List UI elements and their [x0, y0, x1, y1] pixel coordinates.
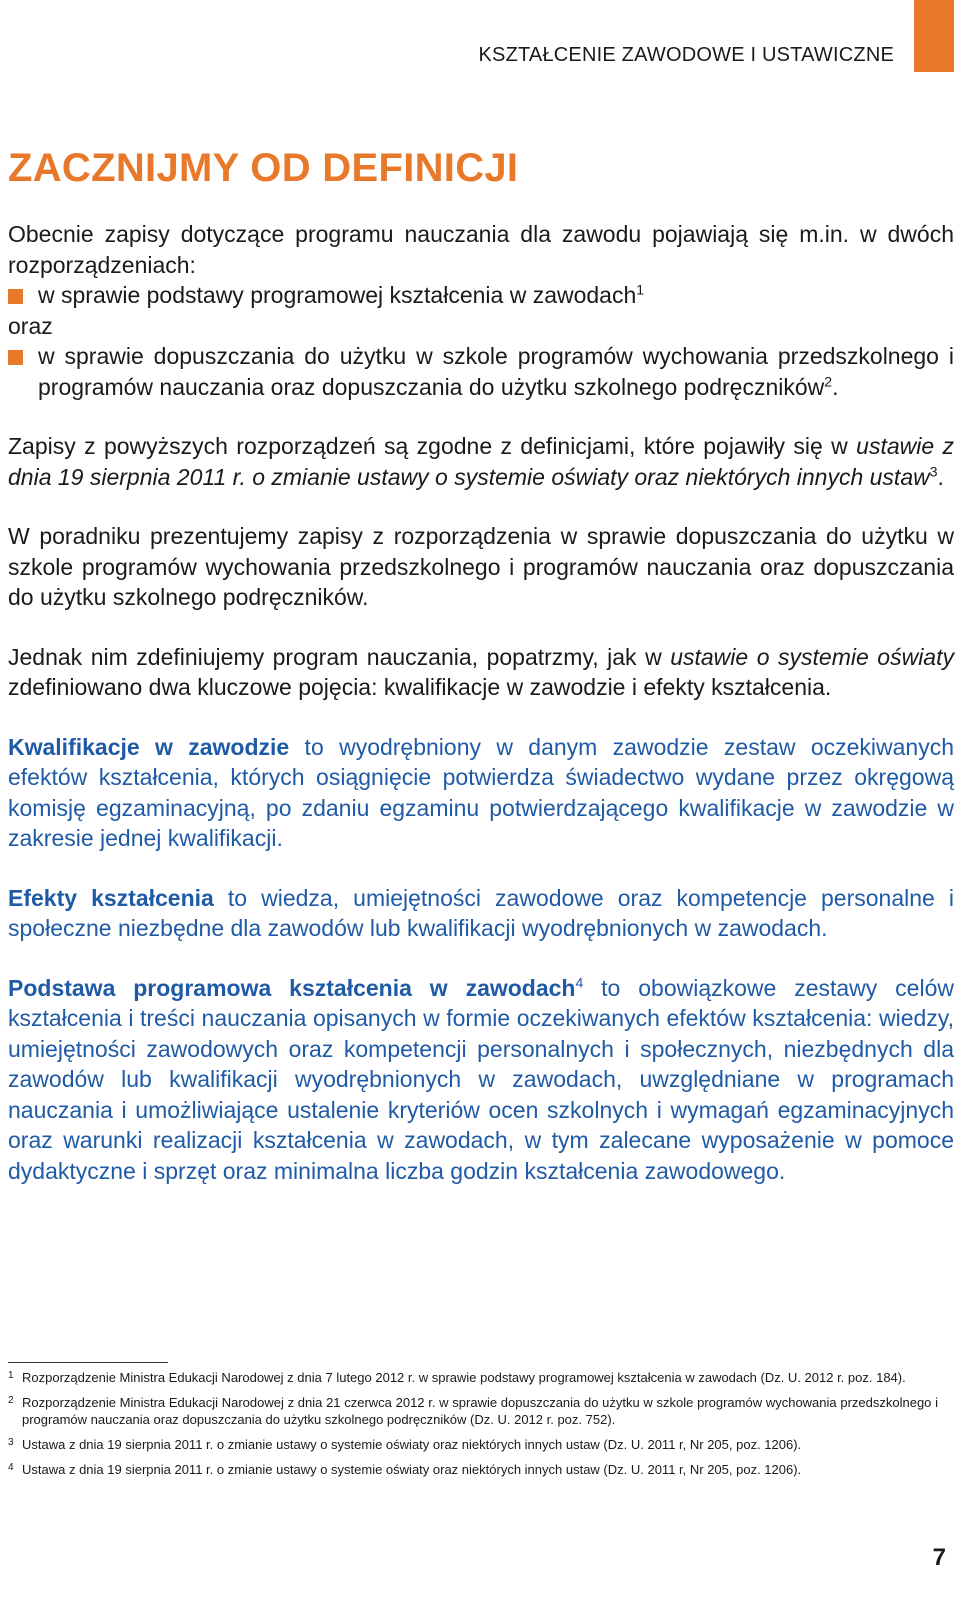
paragraph-end: .	[937, 463, 944, 490]
footnotes	[8, 1362, 938, 1486]
footnote-text: Ustawa z dnia 19 sierpnia 2011 r. o zmianie ustawy o systemie oświaty oraz niektórych innych ustaw (Dz. U. 2011 r, Nr 205, poz. 1206).	[22, 1462, 802, 1477]
paragraph-guide: W poradniku prezentujemy zapisy z rozporządzenia w sprawie dopuszczania do użytku w szkole programów wychowania przedszkolnego i programów nauczania oraz dopuszczania do użytku szkolnego podręczników.	[8, 523, 954, 610]
bullet-square-icon	[8, 350, 23, 365]
bullet-end: .	[832, 373, 839, 400]
footnote-item	[8, 1436, 938, 1453]
list-item	[8, 341, 954, 402]
footnote-item	[8, 1394, 938, 1428]
definition-term: Kwalifikacje w zawodzie	[8, 733, 290, 760]
footnote-number: 3	[8, 1437, 14, 1448]
definition-core-curriculum	[8, 973, 954, 1187]
statute-title: ustawie o systemie oświaty	[670, 643, 954, 670]
definition-text: to obowiązkowe zestawy celów kształcenia i treści nauczania opisanych w formie oczekiwanych efektów kształcenia: wiedzy, umiejętności zawodowych oraz kompetencji personalnych i społecznych, niezbędnych dla zawodów lub kwalifikacji wyodrębnionych w zawodach, uwzględniane w programach nauczania i umożliwiające ustalenie kryteriów ocen szkolnych i wymagań egzaminacyjnych oraz warunki realizacji kształcenia w zawodach, w tym zalecane wyposażenie w pomoce dydaktyczne i sprzęt oraz minimalna liczba godzin kształcenia zawodowego.	[8, 974, 954, 1184]
paragraph-concepts	[8, 642, 954, 703]
running-header: KSZTAŁCENIE ZAWODOWE I USTAWICZNE	[478, 44, 894, 66]
footnote-number: 2	[8, 1395, 14, 1406]
list-item	[8, 280, 954, 311]
page-number: 7	[932, 1544, 946, 1571]
paragraph-text: Jednak nim zdefiniujemy program nauczania, popatrzmy, jak w	[8, 643, 671, 670]
footnote-ref: 2	[824, 372, 833, 389]
footnote-ref: 1	[636, 281, 645, 298]
definition-text: to wyodrębniony w danym zawodzie zestaw oczekiwanych efektów kształcenia, których osiągnięcie potwierdza świadectwo wydane przez okręgową komisję egzaminacyjną, po zdaniu egzaminu potwierdzającego kwalifikacje w zawodzie w zakresie jednej kwalifikacji.	[8, 733, 955, 851]
footnote-item	[8, 1461, 938, 1478]
intro-block	[8, 219, 954, 402]
footnote-ref: 3	[929, 462, 938, 479]
bullet-text: w sprawie podstawy programowej kształcenia w zawodach	[38, 282, 637, 308]
definition-text: to wiedza, umiejętności zawodowe oraz kompetencje personalne i społeczne niezbędne dla zawodów lub kwalifikacji wyodrębnionych w zawodach.	[8, 884, 954, 941]
statute-title: ustawie z dnia 19 sierpnia 2011 r. o zmianie ustawy o systemie oświaty oraz niektórych innych ustaw	[8, 433, 954, 490]
intro-text: Obecnie zapisy dotyczące programu nauczania dla zawodu pojawiają się m.in. w dwóch rozporządzeniach:	[8, 221, 954, 278]
paragraph-statute	[8, 431, 954, 492]
footnote-text: Ustawa z dnia 19 sierpnia 2011 r. o zmianie ustawy o systemie oświaty oraz niektórych innych ustaw (Dz. U. 2011 r, Nr 205, poz. 1206).	[22, 1437, 802, 1452]
definition-term: Efekty kształcenia	[8, 884, 214, 911]
connector-text: oraz	[8, 312, 53, 339]
footnote-number: 4	[8, 1462, 14, 1473]
footnote-text: Rozporządzenie Ministra Edukacji Narodowej z dnia 21 czerwca 2012 r. w sprawie dopuszczania do użytku w szkole programów wychowania przedszkolnego i programów nauczania oraz dopuszczania do użytku szkolnego podręczników (Dz. U. 2012 r. poz. 752).	[22, 1395, 938, 1427]
header-accent-bar	[914, 0, 954, 72]
main-content	[8, 145, 954, 1215]
bullet-square-icon	[8, 289, 23, 304]
paragraph-text: Zapisy z powyższych rozporządzeń są zgodne z definicjami, które pojawiły się w	[8, 433, 857, 459]
definition-learning-outcomes	[8, 883, 954, 944]
definition-term: Podstawa programowa kształcenia w zawodach	[8, 974, 576, 1001]
footnote-text: Rozporządzenie Ministra Edukacji Narodowej z dnia 7 lutego 2012 r. w sprawie podstawy programowej kształcenia w zawodach (Dz. U. 2012 r. poz. 184).	[22, 1370, 906, 1385]
definition-qualifications	[8, 732, 954, 854]
paragraph-text: zdefiniowano dwa kluczowe pojęcia: kwalifikacje w zawodzie i efekty kształcenia.	[8, 674, 832, 700]
bullet-text: w sprawie dopuszczania do użytku w szkole programów wychowania przedszkolnego i programów nauczania oraz dopuszczania do użytku szkolnego podręczników	[38, 343, 954, 400]
page-title: ZACZNIJMY OD DEFINICJI	[8, 146, 519, 190]
footnote-ref: 4	[575, 973, 584, 990]
footnote-number: 1	[8, 1370, 14, 1381]
footnote-item	[8, 1369, 938, 1386]
footnote-divider	[8, 1362, 168, 1363]
